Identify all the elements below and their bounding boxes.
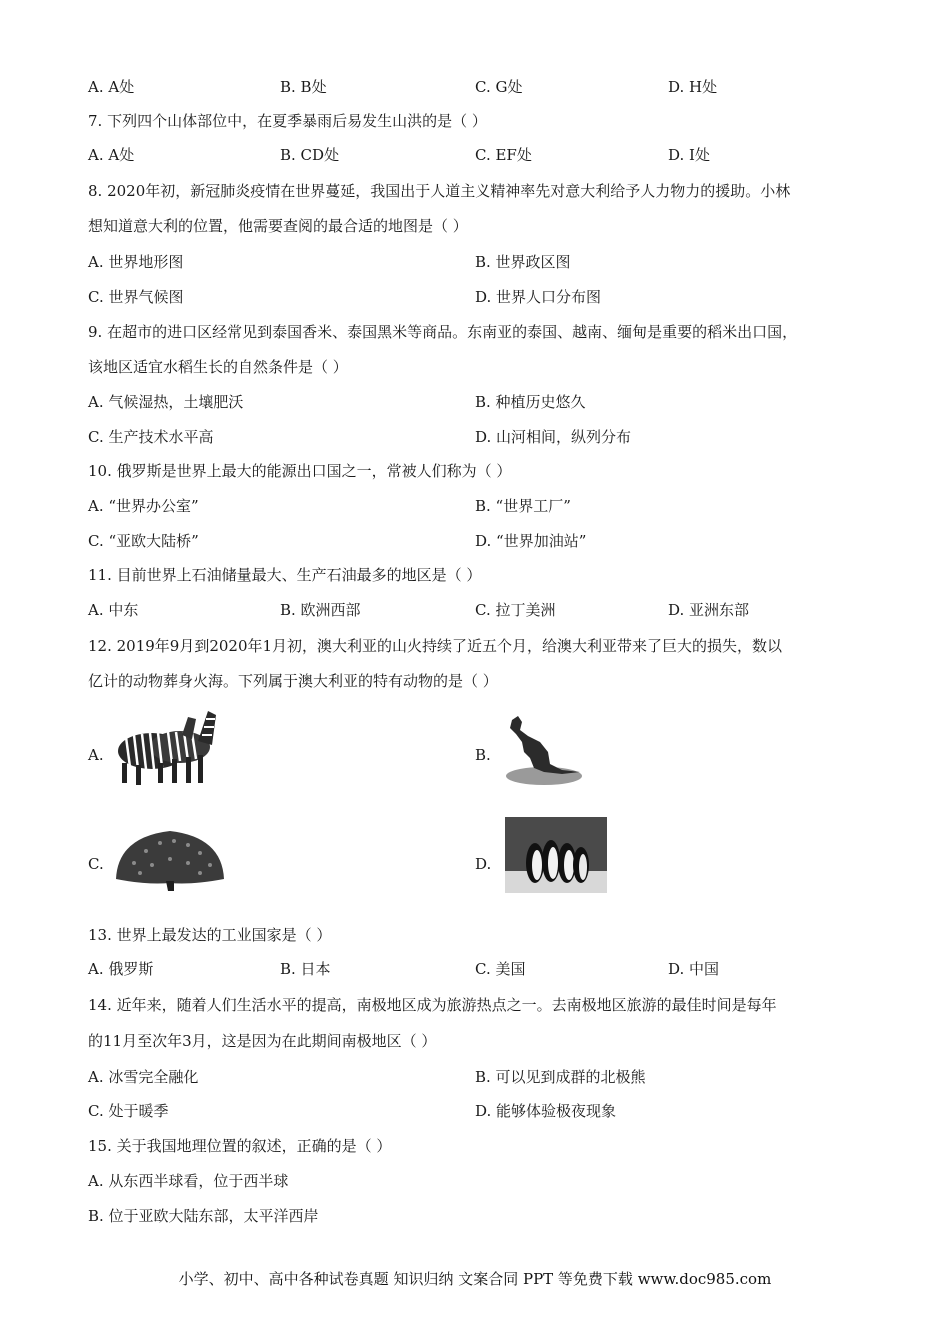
penguin-image [505,817,607,893]
q8-option-a: A. 世界地形图 [88,253,184,271]
q12-stem-line1: 12. 2019年9月到2020年1月初，澳大利亚的山火持续了近五个月，给澳大利亚带来了巨大的损失，数以 [88,637,783,655]
q11-stem: 11. 目前世界上石油储量最大、生产石油最多的地区是（ ） [88,566,482,584]
q14-option-a: A. 冰雪完全融化 [88,1068,199,1086]
q10-option-a: A. “世界办公室” [88,497,199,515]
q13-option-b: B. 日本 [280,960,331,978]
q7-option-c: C. EF处 [475,146,532,164]
q7-option-b: B. CD处 [280,146,340,164]
zebra-image [112,705,220,787]
q14-option-c: C. 处于暖季 [88,1102,169,1120]
q12-option-c: C. [88,855,104,873]
q8-option-d: D. 世界人口分布图 [475,288,602,306]
q8-option-c: C. 世界气候图 [88,288,184,306]
q8-stem-line2: 想知道意大利的位置，他需要查阅的最合适的地图是（ ） [88,217,468,235]
q15-option-b: B. 位于亚欧大陆东部，太平洋西岸 [88,1207,319,1225]
q14-option-b: B. 可以见到成群的北极熊 [475,1068,646,1086]
q9-stem-line2: 该地区适宜水稻生长的自然条件是（ ） [88,358,348,376]
q14-stem-line2: 的11月至次年3月，这是因为在此期间南极地区（ ） [88,1032,437,1050]
q9-option-d: D. 山河相间，纵列分布 [475,428,632,446]
q14-option-d: D. 能够体验极夜现象 [475,1102,617,1120]
q9-option-b: B. 种植历史悠久 [475,393,586,411]
q11-option-b: B. 欧洲西部 [280,601,361,619]
q15-stem: 15. 关于我国地理位置的叙述，正确的是（ ） [88,1137,392,1155]
kangaroo-image [500,712,586,788]
page-footer: 小学、初中、高中各种试卷真题 知识归纳 文案合同 PPT 等免费下载 www.doc985.com [178,1270,772,1288]
q13-option-d: D. 中国 [668,960,720,978]
q12-option-d: D. [475,855,492,873]
q10-stem: 10. 俄罗斯是世界上最大的能源出口国之一，常被人们称为（ ） [88,462,512,480]
q11-option-a: A. 中东 [88,601,139,619]
q7-option-d: D. I处 [668,146,710,164]
q9-stem-line1: 9. 在超市的进口区经常见到泰国香米、泰国黑米等商品。东南亚的泰国、越南、缅甸是重要的稻米出口国， [88,323,798,341]
q6-option-b: B. B处 [280,78,327,96]
q6-option-a: A. A处 [88,78,135,96]
q7-stem: 7. 下列四个山体部位中，在夏季暴雨后易发生山洪的是（ ） [88,112,487,130]
peacock-image [112,823,228,893]
q8-option-b: B. 世界政区图 [475,253,571,271]
q13-option-a: A. 俄罗斯 [88,960,154,978]
q14-stem-line1: 14. 近年来，随着人们生活水平的提高，南极地区成为旅游热点之一。去南极地区旅游的最佳时间是每年 [88,996,777,1014]
q13-option-c: C. 美国 [475,960,526,978]
q12-stem-line2: 亿计的动物葬身火海。下列属于澳大利亚的特有动物的是（ ） [88,672,498,690]
q10-option-b: B. “世界工厂” [475,497,571,515]
q11-option-c: C. 拉丁美洲 [475,601,556,619]
q13-stem: 13. 世界上最发达的工业国家是（ ） [88,926,332,944]
q8-stem-line1: 8. 2020年初，新冠肺炎疫情在世界蔓延，我国出于人道主义精神率先对意大利给予人力物力的援助。小林 [88,182,791,200]
q11-option-d: D. 亚洲东部 [668,601,750,619]
q7-option-a: A. A处 [88,146,135,164]
q6-option-d: D. H处 [668,78,718,96]
q9-option-a: A. 气候湿热，土壤肥沃 [88,393,244,411]
q15-option-a: A. 从东西半球看，位于西半球 [88,1172,289,1190]
q10-option-c: C. “亚欧大陆桥” [88,532,199,550]
q10-option-d: D. “世界加油站” [475,532,587,550]
q12-option-a: A. [88,746,104,764]
q6-option-c: C. G处 [475,78,523,96]
q12-option-b: B. [475,746,491,764]
q9-option-c: C. 生产技术水平高 [88,428,214,446]
